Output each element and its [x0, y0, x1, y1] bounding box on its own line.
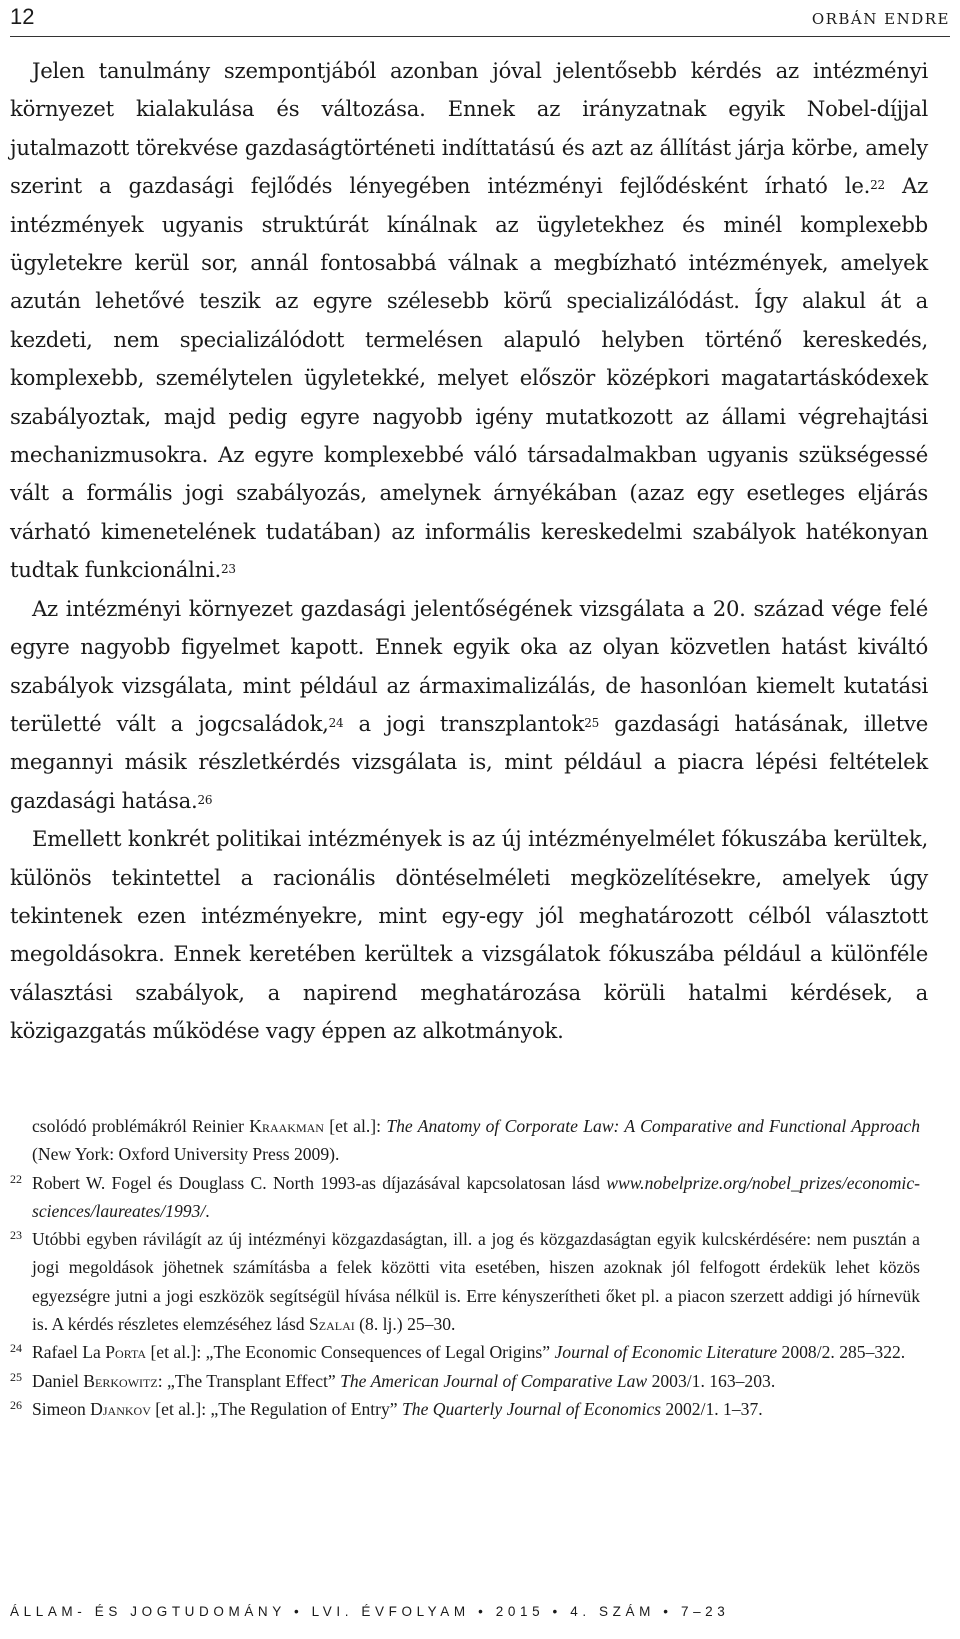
book-title: The Anatomy of Corporate Law: A Comparative and Functional Approach	[386, 1116, 920, 1136]
footnote-23: 23 Utóbbi egyben rávilágít az új intézményi közgazdaságtan, ill. a jog és közgazdaságtan egyik kulcskérdésére: nem pusztán a jogi megoldások jöhetnek számításba a felek közötti vita esetében, hiszen azoknak jól felfogott érdekük lehet közös egyezségre jutni a jogi eszközök segítségül hívása nélkül is. Erre kényszerítheti őket pl. a piacon szerzett addigi jó hírnevük is. A kérdés részletes elemzéséhez lásd Szalai (8. lj.) 25–30.	[10, 1225, 920, 1338]
footnote-number: 23	[10, 1228, 22, 1243]
paragraph-2-text-c: gazdasági hatásának, illetve megannyi másik részletkérdés vizsgálata is, mint például a piacra lépési feltételek gazdasági hatása.	[10, 710, 928, 813]
footnotes	[10, 1112, 920, 1423]
author-name: Porta	[105, 1342, 147, 1363]
author-name: Szalai	[309, 1314, 355, 1335]
paragraph-1	[10, 52, 928, 590]
footnote-number: 26	[10, 1397, 22, 1412]
footnote-ref-25[interactable]: 25	[584, 715, 600, 730]
footnote-25: 25 Daniel Berkowitz: „The Transplant Effect” The American Journal of Comparative Law 2003/1. 163–203.	[10, 1367, 920, 1395]
paragraph-1-text-b: Az intézmények ugyanis struktúrát kínálnak az ügyletekhez és minél komplexebb ügyletekre kerül sor, annál fontosabbá válnak a megbízható intézmények, amelyek azután lehetővé teszik az egyre szélesebb körű specializálódást. Így alakul át a kezdeti, nem specializálódott termelésen alapuló helyben történő kereskedés, komplexebb, személytelen ügyletekké, melyet először középkori magatartáskódexek szabályoztak, majd pedig egyre nagyobb igény mutatkozott az állami végrehajtási mechanizmusokra. Az egyre komplexebbé váló társadalmakban ugyanis szükségessé vált a formális jogi szabályozás, amelynek árnyékában (azaz egy esetleges eljárás várható kimenetelének tudatában) az informális kereskedelmi szabályok hatékonyan tudtak funkcionálni.	[10, 173, 928, 583]
footnote-link[interactable]: www.nobelprize.org/nobel_prizes/economic-sciences/laureates/1993/	[32, 1172, 920, 1221]
page-number: 12	[10, 4, 35, 29]
author-name: Berkowitz	[83, 1370, 158, 1391]
footnote-number: 25	[10, 1369, 22, 1384]
journal-footer: ÁLLAM- ÉS JOGTUDOMÁNY • LVI. ÉVFOLYAM • 2015 • 4. SZÁM • 7–23	[10, 1604, 730, 1619]
journal-title: The Quarterly Journal of Economics	[402, 1398, 661, 1419]
footnote-number: 22	[10, 1171, 22, 1186]
footnote-ref-23[interactable]: 23	[221, 562, 236, 577]
author-name: Kraakman	[249, 1116, 324, 1136]
running-head-author: ORBÁN ENDRE	[811, 10, 950, 28]
footnote-26: 26 Simeon Djankov [et al.]: „The Regulation of Entry” The Quarterly Journal of Economics 2002/1. 1–37.	[10, 1395, 920, 1423]
footnote-24: 24 Rafael La Porta [et al.]: „The Economic Consequences of Legal Origins” Journal of Economic Literature 2008/2. 285–322.	[10, 1338, 920, 1366]
footnote-number: 24	[10, 1341, 22, 1356]
footnote-ref-24[interactable]: 24	[328, 715, 344, 730]
page-header	[10, 4, 950, 37]
paragraph-1-text-a: Jelen tanulmány szempontjából azonban jóval jelentősebb kérdés az intézményi környezet kialakulása és változása. Ennek az irányzatnak egyik Nobel-díjjal jutalmazott törekvése gazdaságtörténeti indíttatású és azt az állítást járja körbe, amely szerint a gazdasági fejlődés lényegében intézményi fejlődésként írható le.	[10, 58, 928, 199]
author-name: Djankov	[90, 1398, 151, 1419]
paragraph-3: Emellett konkrét politikai intézmények is az új intézményelmélet fókuszába kerültek, különös tekintettel a racionális döntéselméleti megközelítésekre, amelyek úgy tekintenek ezen intézményekre, mint egy-egy jól meghatározott célból választott megoldásokra. Ennek keretében kerültek a vizsgálatok fókuszába például a különféle választási szabályok, a napirend meghatározása körüli hatalmi kérdések, a közigazgatás működése vagy éppen az alkotmányok.	[10, 826, 928, 1044]
paragraph-2-text-b: a jogi transzplantok	[343, 710, 585, 736]
footnote-continuation: csolódó problémákról Reinier Kraakman [et al.]: The Anatomy of Corporate Law: A Comparative and Functional Approach (New York: Oxford University Press 2009).	[32, 1116, 920, 1165]
journal-title: The American Journal of Comparative Law	[340, 1370, 648, 1391]
footnote-ref-22[interactable]: 22	[870, 178, 885, 193]
paragraph-2	[10, 590, 928, 820]
main-text	[10, 52, 928, 1051]
journal-title: Journal of Economic Literature	[554, 1342, 778, 1363]
paragraph-2-text-a: Az intézményi környezet gazdasági jelentőségének vizsgálata a 20. század vége felé egyre nagyobb figyelmet kapott. Ennek egyik oka az olyan közvetlen hatást kiváltó szabályok vizsgálata, mint például az ármaximalizálás, de hasonlóan kiemelt kutatási területté vált a jogcsaládok,	[10, 595, 928, 736]
footnote-ref-26[interactable]: 26	[197, 792, 213, 807]
footnote-22: 22 Robert W. Fogel és Douglass C. North 1993-as díjazásával kapcsolatosan lásd www.nobelprize.org/nobel_prizes/economic-sciences/laureates/1993/.	[10, 1169, 920, 1226]
